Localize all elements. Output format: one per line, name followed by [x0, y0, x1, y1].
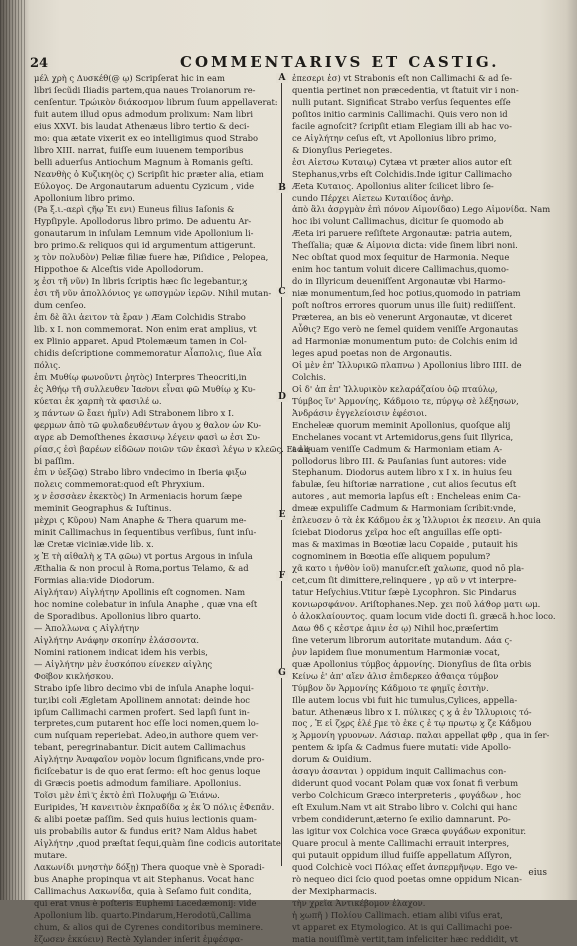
- text-line: ϗ τὸν πολυδὸν) Peliæ filiæ fuere hæ, Piſidice , Pelopea,: [34, 252, 269, 263]
- text-line: Εύλογος. De Argonautarum aduentu Cyzicum , vide: [34, 180, 255, 191]
- text-line: libro XIII. narrat, fuiſſe eum iuuenem temporibus: [34, 144, 244, 155]
- text-line: ad Harmoniæ monumentum puto: de Colchis enim id: [292, 335, 518, 346]
- text-line: pentem & ipſa & Cadmus fuere mutati: vide Apollo-: [292, 742, 512, 753]
- text-line: Νεανθὴς ὁ Κυζικη(ὸς ϛ) Scripſit hic præter alia, etiam: [34, 168, 264, 179]
- text-line: ipſum Callimachi carmen profert. Sed lapſi ſunt in-: [34, 706, 250, 717]
- text-line: & Dionyſius Periegetes.: [292, 144, 393, 155]
- text-line: vt apparet ex Etymologico. At is qui Callimachi poe-: [292, 921, 513, 932]
- text-line: ἐπι ν ὐεξῶᾳ) Strabo libro vndecimo in Iberia φιξω: [34, 467, 247, 478]
- margin-letter-e: E: [276, 510, 288, 520]
- text-line: facile agnoſcit? ſcripſit etiam Elegiam illi ab hac vo-: [292, 120, 512, 131]
- text-line: ἐσι Αἰετσω Κυταιῳ) Cytæa vt præter alios autor eſt: [292, 156, 512, 167]
- text-line: Colchis.: [292, 371, 326, 382]
- text-line: ἐσι τῆ νῦν ἀπολλόνιος γε ωπσγμὼν ἰερῶν. Nihil mutan-: [34, 288, 272, 299]
- text-line: Stephanus,vrbs eſt Colchidis.Inde igitur Callimacho: [292, 168, 512, 179]
- text-line: terpretes,cum putarent hoc eſſe loci nomen,quem lo-: [34, 718, 259, 729]
- text-line: matia nouiſſimè vertit,tam infeliciter hæc reddidit, vt: [292, 933, 518, 944]
- text-line: ex Plinio apparet. Apud Ptolemæum tamen in Col-: [34, 335, 247, 346]
- text-line: ἐπεσερι ἐσ) vt Strabonis eſt non Callimachi & ad ſe-: [292, 73, 513, 83]
- text-line: Αἰγλήτην ,quod præſtat ſequi,quàm ſine codicis autoritate: [34, 838, 281, 848]
- text-line: læ Cretæ viciniæ.vide lib. x.: [34, 539, 154, 550]
- text-line: Οἱ δ' ἀπ ἐπ' Ἰλλυρικὸν κελαράζαίου ὁῷ πταύλῳ,: [292, 383, 498, 394]
- text-line: Αἰγλήτην Ἀναφαῖον νομὸν locum ſignificans,vnde pro-: [34, 754, 265, 765]
- text-line: ἐπλευσεν ὁ τὰ ἐκ Κάδμου ἐκ ϗ Ἰλλυριοι ἐκ πεσειν. An quia: [292, 515, 541, 526]
- text-line: qui erat vnus è poſteris Euphemi Lacedæmonij: vide: [34, 897, 257, 908]
- text-line: μέλ χρὴ ς Δυσκέθ(@ ῳ) Scripſerat hic in eam: [34, 73, 225, 83]
- text-line: — Αἰγλήτην μὲν ἐυσκόπου είνεκεν αἰγλης: [34, 658, 213, 669]
- margin-letter-f: F: [276, 571, 288, 581]
- text-line: tebant, peregrinabantur. Dicit autem Callimachus: [34, 742, 246, 753]
- text-line: ce Αἰγλήτην ceſus eſt, vt Apollonius libro primo,: [292, 132, 497, 143]
- text-line: cundo Πέρχει Αἰετεω Κυταιίδος ἀνὴρ.: [292, 192, 454, 203]
- text-line: Apollonium libro primo.: [34, 192, 135, 203]
- margin-letter-b: B: [276, 183, 288, 193]
- margin-letter-a: A: [276, 73, 288, 83]
- text-line: niæ monumentum,ſed hoc potius,quomodo in patriam: [292, 288, 521, 299]
- text-line: ῤυν lapidem ſiue monumentum Harmoniæ vocat,: [292, 646, 500, 657]
- text-line: Stephanum. Diodorus autem libro x I x. in huius ſeu: [292, 467, 513, 478]
- text-line: ϗ Ἁρμονίη γρυονων. Λάσιαρ. παλαι appellat φθρ , qua in ſer-: [292, 730, 550, 741]
- text-line: Τοῖσι μὲν ἐπὶ ͂ϛ ἐκτὸ ἐπὶ Πολυφήμ ῶ Ἑιάνω.: [34, 790, 220, 801]
- text-line: eſt Exulum.Nam vt ait Strabo libro v. Colchi qui hanc: [292, 802, 518, 813]
- text-line: pollodorus libro III. & Pauſanias ſunt autores: vide: [292, 455, 507, 466]
- text-line: Nec obſtat quod mox ſequitur de Harmonia. Neque: [292, 252, 510, 263]
- text-line: ϗ πάντων ῶ ἔαει ἡμῖν) Adi Strabonem libro x I.: [34, 407, 235, 418]
- text-line: ἀπὸ ἂλι ἀσργμὰν ἐπὶ πόνον Αἱμονίδαο) Lego Αἱμονίδα. Nam: [292, 204, 551, 215]
- text-line: qui putauit oppidum illud fuiſſe appellatum Aſſyron,: [292, 849, 513, 860]
- text-line: Τύμβος ἵν' Ἁρμονίης, Κάδμοιο τε, πύργῳ σὲ λέξησων,: [292, 395, 519, 406]
- text-line: dmeæ expuliſſe Cadmum & Harmoniam ſcribit:vnde,: [292, 503, 516, 514]
- text-line: ficiſcebatur is de quo erat ſermo: eſt hoc genus loque: [34, 766, 261, 777]
- text-line: Αἰγλήτην Ανάφην σκοπίην ἐλάσσοντα.: [34, 634, 200, 645]
- text-line: do in Illyricum deueniſſent Argonautæ vbi Harmo-: [292, 276, 506, 287]
- text-line: bro primo.& reliquos qui id argumentum attigerunt.: [34, 240, 256, 251]
- text-line: poſitos initio carminis Callimachi. Quis vero non id: [292, 108, 508, 119]
- text-line: πολεις commemorat:quod eſt Phryxium.: [34, 479, 205, 490]
- text-line: ἔζωσεν ἐκκύειν) Rectè Xylander inſerit ἐμφέσφα-: [34, 933, 244, 944]
- text-line: bus Anaphe propinqua vt ait Stephanus. Vocat hanc: [34, 873, 254, 884]
- text-line: poſt noſtros errores quorum unus ille ſuit) rediiſſent.: [292, 300, 516, 311]
- text-line: dorum & Ouidium.: [292, 754, 372, 765]
- text-line: ἐς Ἀθήῳ τῆ συλλευθεν Ἰασ͂ονι εἶναι φῶ Μυθίῳ ϗ Κυ-: [34, 383, 256, 394]
- book-spine: [0, 0, 26, 900]
- text-line: quod Colchicè voci Πόλας eſſet ἀνπερμῆνῳν. Ego ve-: [292, 861, 518, 872]
- text-line: ϗ ἐσι τῆ νῦν) In libris ſcriptis hæc ſic legebantur,ϗ: [34, 276, 248, 287]
- text-line: mutare.: [34, 849, 68, 860]
- text-line: minit Callimachus in ſequentibus verſibus, ſunt inſu-: [34, 527, 257, 538]
- text-line: de Sporadibus. Apollonius libro quarto.: [34, 610, 201, 621]
- text-line: Λακωνίδι μνηστὴν δόξῃ) Thera quoque vnè è Sporadi-: [34, 861, 265, 872]
- text-line: Ἀνδράσιν ἐγγελείοισιν ἐφέσιοι.: [292, 407, 428, 418]
- text-line: ἡ ϗωπῆ ) Πολίου Callimach. etiam alibi viſus erat,: [292, 909, 503, 920]
- text-line: Ille autem locus vbi fuit hic tumulus,Cylices, appella-: [292, 694, 518, 705]
- text-line: πόλις.: [34, 359, 61, 370]
- text-line: rò nequeo dici ſcio quod poetas omne oppidum Nican-: [292, 873, 522, 884]
- text-line: cognominem in Bœotia eſſe aliquem populum?: [292, 551, 491, 562]
- text-line: mo: qua ætate vixerit ex eo intelligimus quod Strabo: [34, 132, 258, 143]
- text-line: Apollonium lib. quarto.Pindarum,Herodotũ,Callima: [34, 909, 252, 920]
- text-line: gonautarum in inſulam Lemnum vide Apollonium li-: [34, 228, 254, 239]
- running-title: COMMENTARIVS ET CASTIG.: [180, 53, 500, 71]
- text-line: di Græcis poetis admodum familiare. Apollonius.: [34, 778, 242, 789]
- text-line: κονιωρσφάνον. Ariſtophanes.Nep. χει ποῦ λάϑορ ματι ωμ.: [292, 598, 541, 609]
- text-line: Euripides, Ἠ κανειτιὸν ἐκπραδίδα ϗ ἐκ Ὁ πόλις ἐΦεπᾶν.: [34, 802, 275, 813]
- text-line: cenſentur. Τρώικὸν διάκοσμον librum ſuum appellaverat:: [34, 96, 278, 107]
- text-line: dum cenſeo.: [34, 300, 87, 311]
- text-line: batur. Athenæus libro x I. πύλικες ϛ ϗ ἀ ἐν Ἰλλυριοις τό-: [292, 706, 532, 717]
- text-line: Callimachus Λακωνίδα, quia à Seſamo fuit condita,: [34, 885, 252, 896]
- text-line: cet,cum ſit dimittere,relinquere , γρ αῦ ν vt interpre-: [292, 575, 517, 586]
- text-line: — Ἀπολλωνα ϛ Αἰγλήτην: [34, 622, 140, 633]
- text-line: enim hoc tantum voluit dicere Callimachus,quomo-: [292, 264, 509, 275]
- text-line: nulli putant. Significat Strabo verſus ſequentes eſſe: [292, 96, 511, 107]
- text-line: χᾶ κατο ι ἡνθὸν ἰοῦ) manuſcr.eſt χαλωπε, quod nō pla-: [292, 563, 525, 574]
- column-divider: [281, 76, 282, 866]
- text-line: Æthalia & non procul à Roma,portus Telamo, & ad: [34, 563, 249, 574]
- text-line: & alibi poetæ paſſim. Sed quis huius lectionis quam-: [34, 814, 257, 825]
- text-line: diderunt quod vocant Polam quæ vox ſonat fi verbum: [292, 778, 519, 789]
- text-line: Φοῖ͂βον κικλήσκου.: [34, 670, 114, 681]
- text-line: ϗ Ἐ τὴ αἰθαλὴ ϗ ΤΑ ᾳῶω) vt portus Argous in inſula: [34, 551, 253, 562]
- page-number: 24: [30, 56, 49, 71]
- text-line: chum, & alios qui de Cyrenes conditoribus meminere.: [34, 921, 264, 932]
- text-line: Δαω ϑδ ϛ κἐστρε ἀμιν ἐσ ῳ) Nihil hoc,præſertim: [292, 622, 499, 633]
- text-line: fuit autem illud opus admodum prolixum: Nam libri: [34, 108, 254, 119]
- text-line: uis probabilis autor & fundus erit? Nam Aldus habet: [34, 826, 257, 837]
- text-line: Τύμβον ὅν Ἁρμονίης Κάδμοιο τε φημῖς ἐσιτὴν.: [292, 682, 489, 693]
- page-header: [30, 53, 550, 75]
- text-line: ἐπι δὲ ἂλι ἀειτον τὰ ἔραν ) Æam Colchidis Strabo: [34, 312, 246, 323]
- text-line: hoc ibi volunt Callimachus, dicitur ſe quomodo ab: [292, 216, 504, 227]
- text-line: quæ Apollonius τύμβος ἀρμονίης. Dionyſius de ſita orbis: [292, 658, 532, 669]
- text-line: ρίασ,ϛ ἐσὶ βαρέων εἰδῶων ποιῶν τῶν ἐκασὶ λέγω ν κλεῶς. Et ali-: [34, 443, 312, 454]
- text-line: cum nuſquam reperiebat. Adeo,in authore quem ver-: [34, 730, 259, 741]
- text-line: Αἰγλήταν) Αἰγλήτην Apollinis eſt cognomen. Nam: [34, 586, 246, 597]
- text-line: belli aduerſus Antiochum Magnum à Romanis geſti.: [34, 156, 254, 167]
- text-line: πος , Ἐ εἰ ζϗρϛ ἐλέ ϝμε τὸ ἐκε ϛ ἐ τῳ πρωτῳ ϗ ζε Κάδμου: [292, 718, 532, 729]
- text-line: ad quam veniſſe Cadmum & Harmoniam etiam A-: [292, 443, 503, 454]
- text-line: Κείνω ἐ' ἀπ' αἴεν ἀλισ ἐπιδερκεο ἀϑαιςα τύμβον: [292, 670, 499, 681]
- text-line: μὲχρι ϛ Κῦρου) Nam Anaphe & Thera quarum me-: [34, 515, 247, 526]
- text-line: ſciebat Diodorus χεῖρα hoc eſt anguillas eſſe opti-: [292, 527, 502, 538]
- text-line: mas & maximas in Bœotiæ lacu Copaide , putauit his: [292, 539, 518, 550]
- text-line: Quare procul à mente Callimachi errauit interpres,: [292, 838, 510, 848]
- text-line: αγρε ab Demoſthenes ἐκασινῳ λέγειν φασὶ ω ἐσι Συ-: [34, 431, 261, 442]
- text-line: vrbem condiderunt,æterno ſe exilio damnarunt. Po-: [292, 814, 511, 825]
- text-line: ὁ ἀλοκλαίουντος. quam locum vide docti ſi. græcã h.hoc loco.: [292, 610, 556, 621]
- text-line: der Mexipharmacis.: [292, 885, 377, 896]
- text-line: eius XXVI. bis laudat Athenæus libro tertio & deci-: [34, 120, 250, 131]
- text-line: Οἱ μὲν ἐπ' Ἰλλυρικῶ πλαπνω ) Apollonius libro IIII. de: [292, 359, 522, 370]
- text-line: φερμων ἀπὸ τῶ φυλαδευθέντων ἀγου ϗ θαλον ὡν Κυ-: [34, 419, 262, 430]
- text-line: libri ſecũdi Iliadis partem,qua naues Troianorum re-: [34, 84, 256, 95]
- text-line: Hypſipyle. Apollodorus libro primo. De aduentu Ar-: [34, 216, 252, 227]
- text-line: fabulæ, ſeu hiſtoriæ narratione , cut alios ſecutus eſt: [292, 479, 517, 490]
- text-line: Æeta Κυταιος. Apollonius aliter ſcilicet libro ſe-: [292, 180, 494, 191]
- text-line: (Pa ξ.ι.-αερὶ ϛῆῳ Ἐι ενι) Euneus filius Iaſonis &: [34, 204, 235, 215]
- text-line: lib. x I. non commemorat. Non enim erat amplius, vt: [34, 324, 257, 335]
- margin-letter-c: C: [276, 287, 288, 297]
- text-line: Nomini rationem indicat idem his verbis,: [34, 646, 208, 657]
- text-line: autores , aut memoria lapſus eſt : Encheleas enim Ca-: [292, 491, 521, 502]
- catchword: eius: [528, 868, 547, 878]
- text-line: Enchelanes vocant vt Artemidorus,gens ſuit Illyrica,: [292, 431, 514, 442]
- text-line: Theſſalia; quæ & Αἰμονια dicta: vide ſinem libri noni.: [292, 240, 518, 251]
- margin-letter-g: G: [276, 668, 288, 678]
- text-line: κύεται ἐκ ϗαρπὴ τὰ φασιλέ ω.: [34, 395, 162, 406]
- text-line: τὴν χρεῖα Ἀντικέβομον ἐλαχον.: [292, 897, 426, 908]
- text-line: chidis deſcriptione commemoratur Αἶαπολις, ſiue Αἶα: [34, 347, 262, 358]
- text-line: Αὖθις? Ego verò ne ſemel quidem veniſſe Argonautas: [292, 324, 519, 335]
- text-line: ϗ ν ἐσσσὰεν ἐκεκτὸς) In Armeniacis horum ſæpe: [34, 491, 243, 502]
- text-line: Formias alia:vide Diodorum.: [34, 575, 155, 586]
- text-line: Hippothoe & Alceſtis vide Apollodorum.: [34, 264, 204, 275]
- text-line: tur,ibi coli Ægletam Apollinem annotat: deinde hoc: [34, 694, 250, 705]
- text-line: ſine veterum librorum autoritate mutandum. Δάα ϛ-: [292, 634, 513, 645]
- text-line: ἀσαγυ ἀσανται ) oppidum inquit Callimachus con-: [292, 766, 507, 777]
- text-line: verbo Colchicum Græco interpreteris , φυγάδων , hoc: [292, 790, 521, 801]
- text-line: tatur Heſychius.Vtitur ſæpè Lycophron. Sic Pindarus: [292, 586, 517, 597]
- text-line: quentia pertinet non præcedentia, vt ſtatuit vir i non-: [292, 84, 519, 95]
- text-line: Strabo ipſe libro decimo vbi de inſula Anaphe loqui-: [34, 682, 254, 693]
- text-line: hoc nomine colebatur in inſula Anaphe , quæ vna eſt: [34, 598, 258, 609]
- text-line: meminit Geographus & Iuſtinus.: [34, 503, 172, 514]
- text-line: Encheleæ quorum meminit Apollonius, quoſque alij: [292, 419, 511, 430]
- text-line: Præterea, an bis eò venerunt Argonautæ, vt diceret: [292, 312, 513, 323]
- text-line: Æeta iri paruere reſiſtete Argonautæ: patria autem,: [292, 228, 513, 239]
- text-line: ἐπι Μυθίῳ φωνοῦντι ῥητὸς) Interpres Theocriti,in: [34, 371, 247, 382]
- margin-letter-d: D: [276, 392, 288, 402]
- text-line: leges apud poetas non de Argonautis.: [292, 347, 453, 358]
- text-line: las igitur vox Colchica voce Græca φυγάδων exponitur.: [292, 826, 527, 837]
- text-line: bi paſſim.: [34, 455, 75, 466]
